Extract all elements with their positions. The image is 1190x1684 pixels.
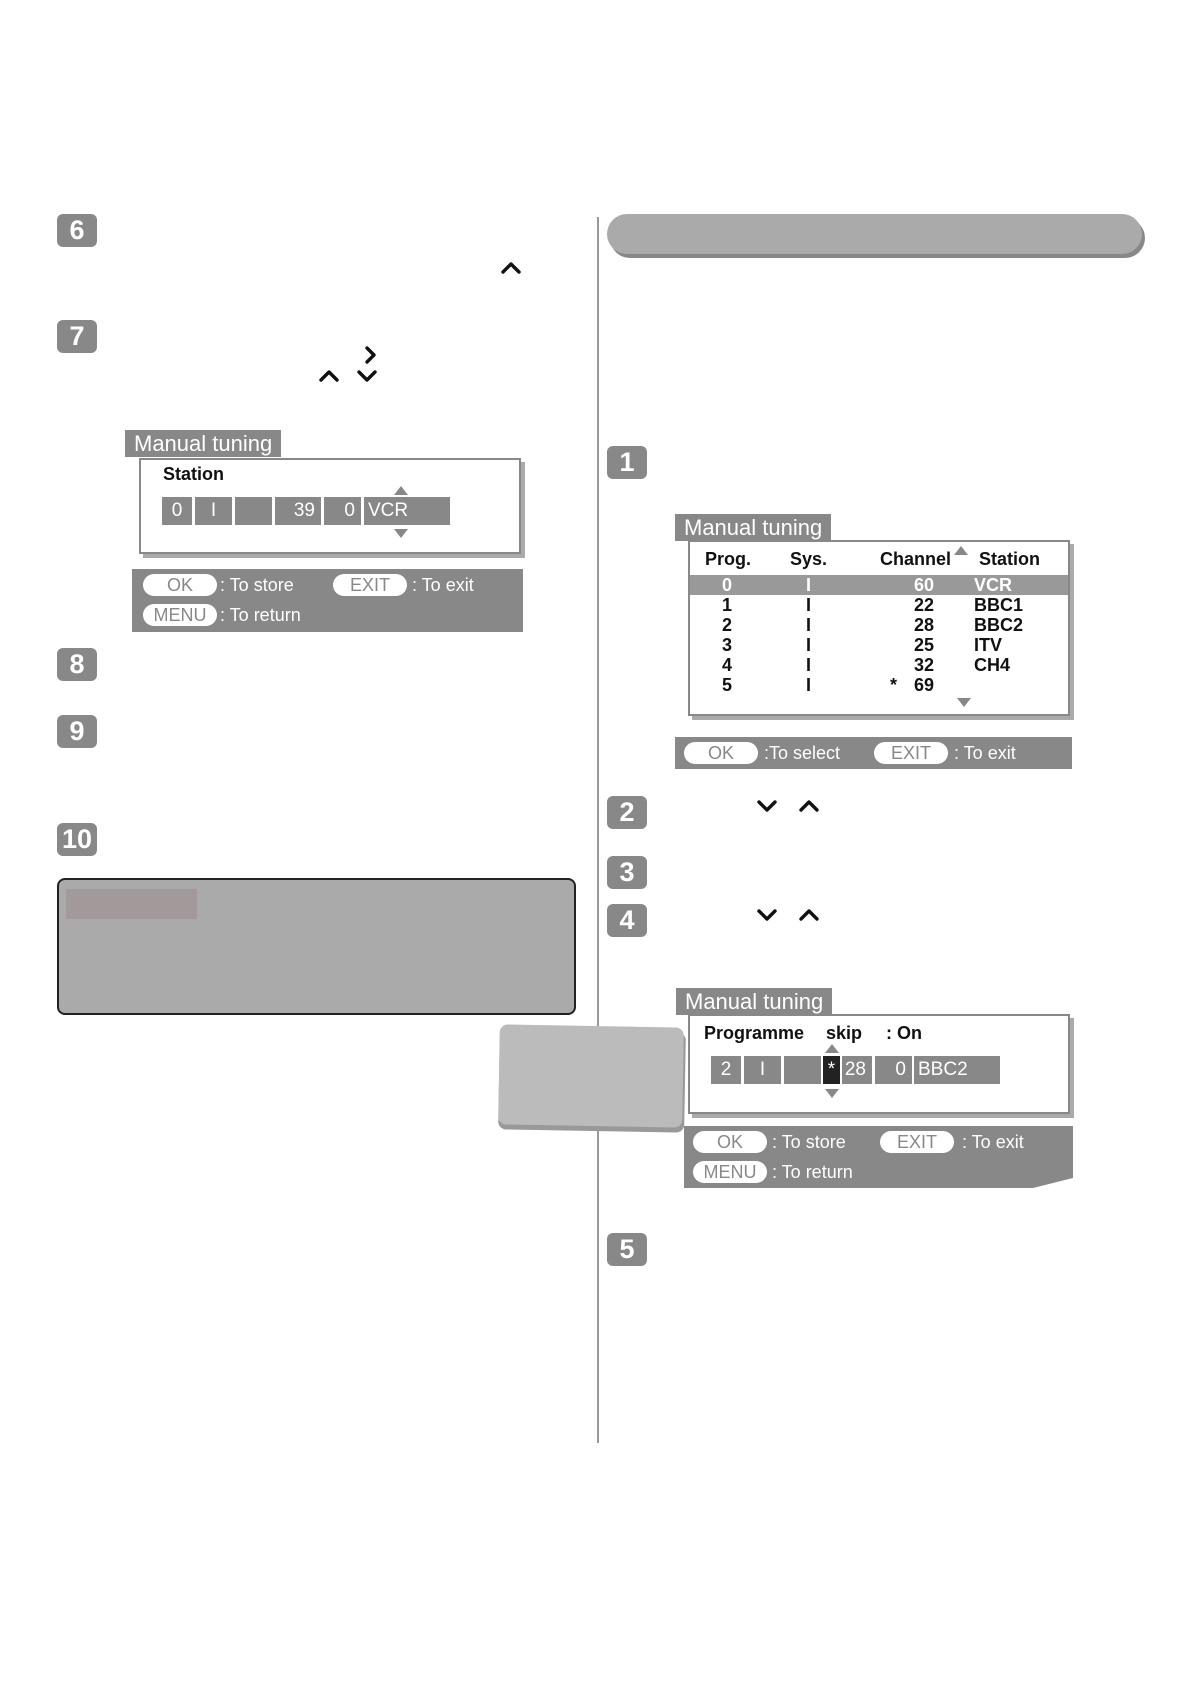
header-station: Station [979, 549, 1040, 569]
table-row[interactable] [690, 615, 1068, 635]
arrow-up-icon [825, 1044, 839, 1053]
cell-prog: 3 [722, 635, 733, 655]
step-4-badge: 4 [607, 904, 647, 937]
table-row-selected[interactable] [690, 575, 1068, 595]
header-prog: Prog. [705, 549, 752, 569]
menu-title: Manual tuning [675, 514, 831, 541]
menu-key: MENU [143, 604, 217, 626]
cell-channel: 60 [914, 575, 935, 595]
channel-field[interactable]: 39 [275, 497, 321, 525]
exit-hint: : To exit [412, 575, 474, 595]
cell-sys: I [806, 615, 812, 635]
ok-hint: :To select [764, 743, 841, 763]
step-9-badge: 9 [57, 715, 97, 748]
cell-prog: 4 [722, 655, 733, 675]
arrow-up-icon [394, 486, 408, 495]
scroll-down-icon [957, 698, 971, 707]
cell-channel: 69 [914, 675, 935, 695]
chevron-up-icon [318, 368, 340, 384]
cell-channel: 28 [914, 615, 935, 635]
cell-channel: 32 [914, 655, 935, 675]
system-field[interactable]: I [195, 497, 232, 525]
exit-key: EXIT [874, 742, 948, 764]
cell-station: ITV [974, 635, 1003, 655]
header-sys: Sys. [790, 549, 828, 569]
cell-sys: I [806, 595, 812, 615]
menu-hint: : To return [220, 605, 301, 625]
fine-tune-field[interactable]: 0 [875, 1056, 912, 1084]
channel-field[interactable]: 28 [842, 1056, 872, 1084]
table-row[interactable] [690, 635, 1068, 655]
exit-hint: : To exit [954, 743, 1016, 763]
step-8-badge: 8 [57, 648, 97, 681]
arrow-down-icon [394, 529, 408, 538]
chevron-right-icon [362, 345, 378, 365]
table-row[interactable] [690, 595, 1068, 615]
skip-label: skip [826, 1023, 863, 1043]
blank-field[interactable] [784, 1056, 821, 1084]
ok-hint: : To store [772, 1132, 846, 1152]
menu-key: MENU [693, 1161, 767, 1183]
ok-key: OK [143, 574, 217, 596]
cell-prog: 1 [722, 595, 733, 615]
programme-label: Programme [704, 1023, 805, 1043]
legend-corner [1033, 1178, 1073, 1188]
ok-key: OK [684, 742, 758, 764]
menu-title: Manual tuning [125, 430, 281, 457]
exit-key: EXIT [333, 574, 407, 596]
chevron-up-icon [500, 260, 522, 276]
page-tab-face [498, 1024, 684, 1127]
scroll-up-icon [954, 546, 968, 555]
cell-sys: I [806, 655, 812, 675]
cell-prog: 0 [722, 575, 733, 595]
fine-tune-field[interactable]: 0 [324, 497, 361, 525]
cell-star: * [890, 675, 898, 695]
cell-sys: I [806, 675, 812, 695]
table-row[interactable] [690, 655, 1068, 675]
column-divider [597, 217, 599, 1443]
cell-channel: 25 [914, 635, 935, 655]
step-10-badge: 10 [57, 823, 97, 856]
skip-value: : On [886, 1023, 922, 1043]
prog-field[interactable]: 2 [711, 1056, 741, 1084]
station-label: Station [163, 464, 224, 484]
station-name-field[interactable]: BBC2 [914, 1056, 1000, 1084]
skip-marker-field[interactable]: * [823, 1056, 840, 1084]
ok-hint: : To store [220, 575, 294, 595]
cell-sys: I [806, 635, 812, 655]
menu-hint: : To return [772, 1162, 853, 1182]
header-channel: Channel [880, 549, 952, 569]
chevron-down-icon [756, 798, 778, 814]
step-1-badge: 1 [607, 446, 647, 479]
step-7-badge: 7 [57, 320, 97, 353]
note-title-bar [66, 889, 197, 919]
step-3-badge: 3 [607, 856, 647, 889]
exit-key: EXIT [880, 1131, 954, 1153]
step-5-badge: 5 [607, 1233, 647, 1266]
cell-sys: I [806, 575, 812, 595]
chevron-down-icon [356, 368, 378, 384]
cell-station: BBC2 [974, 615, 1024, 635]
cell-station: CH4 [974, 655, 1011, 675]
step-2-badge: 2 [607, 796, 647, 829]
chevron-down-icon [756, 907, 778, 923]
system-field[interactable]: I [744, 1056, 781, 1084]
blank-field[interactable] [235, 497, 272, 525]
chevron-up-icon [798, 907, 820, 923]
station-name-field[interactable]: VCR [364, 497, 450, 525]
cell-prog: 5 [722, 675, 733, 695]
cell-station: VCR [974, 575, 1013, 595]
ok-key: OK [693, 1131, 767, 1153]
table-row[interactable] [690, 675, 1068, 695]
exit-hint: : To exit [962, 1132, 1024, 1152]
cell-station: BBC1 [974, 595, 1024, 615]
step-6-badge: 6 [57, 214, 97, 247]
programme-list-panel [688, 540, 1070, 716]
cell-channel: 22 [914, 595, 935, 615]
section-header-bar [607, 214, 1142, 254]
cell-prog: 2 [722, 615, 733, 635]
chevron-up-icon [798, 798, 820, 814]
menu-title: Manual tuning [676, 988, 832, 1015]
prog-field[interactable]: 0 [162, 497, 192, 525]
arrow-down-icon [825, 1089, 839, 1098]
